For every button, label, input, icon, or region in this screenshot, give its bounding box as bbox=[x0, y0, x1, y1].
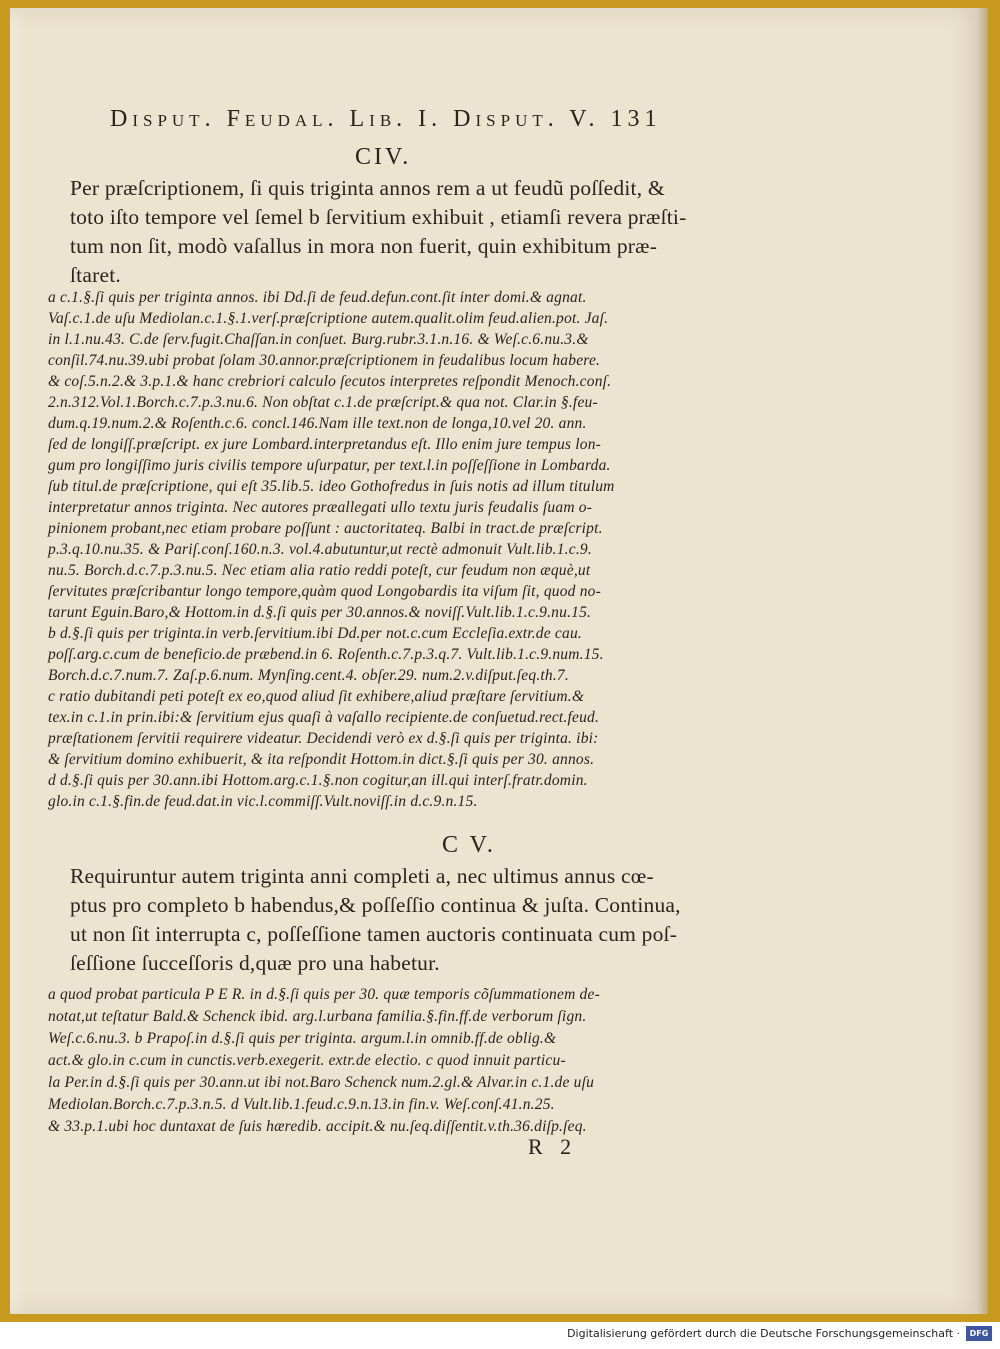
cv-note-line: notat,ut teſtatur Bald.& Schenck ibid. arg.l.urbana familia.§.fin.ff.de verborum ſign. bbox=[48, 1008, 587, 1025]
civ-note-line: conſil.74.nu.39.ubi probat ſolam 30.annor.præſcriptionem in feudalibus locum habere. bbox=[48, 352, 601, 369]
civ-note-line: interpretatur annos triginta. Nec autores præallegati ullo textu juris feudalis ſuam o- bbox=[48, 499, 593, 516]
dfg-logo: DFG bbox=[966, 1326, 992, 1341]
civ-note-line: a c.1.§.ſi quis per triginta annos. ibi Dd.ſi de feud.defun.cont.ſit inter domi.& agnat. bbox=[48, 289, 587, 306]
civ-note-line: ſed de longiſſ.præſcript. ex jure Lombard.interpretandus eſt. Illo enim jure tempus lon- bbox=[48, 436, 602, 453]
civ-note-line: Borch.d.c.7.num.7. Zaſ.p.6.num. Mynſing.cent.4. obſer.29. num.2.v.diſput.ſeq.th.7. bbox=[48, 667, 569, 684]
cv-note-line: la Per.in d.§.ſi quis per 30.ann.ut ibi not.Baro Schenck num.2.gl.& Alvar.in c.1.de uſu bbox=[48, 1074, 595, 1091]
funding-credit: Digitalisierung gefördert durch die Deutsche Forschungsgemeinschaft · bbox=[567, 1327, 960, 1340]
cv-note-line: a quod probat particula P E R. in d.§.ſi quis per 30. quæ temporis cõſummationem de- bbox=[48, 986, 600, 1003]
civ-body-line: ſtaret. bbox=[70, 263, 121, 287]
civ-note-line: præſtationem ſervitii requirere videatur. Decidendi verò ex d.§.ſi quis per triginta. ibi: bbox=[48, 730, 599, 747]
cv-body-line: ut non ſit interrupta c, poſſeſſione tamen auctoris continuata cum poſ- bbox=[70, 922, 678, 946]
civ-note-line: poſſ.arg.c.cum de beneficio.de præbend.in 6. Roſenth.c.7.p.3.q.7. Vult.lib.1.c.9.num.15. bbox=[48, 646, 604, 663]
civ-note-line: gum pro longiſſimo juris civilis tempore uſurpatur, per text.l.in poſſeſſione in Lombarda. bbox=[48, 457, 611, 474]
section-title-cv: C V. bbox=[442, 832, 496, 858]
civ-note-line: 2.n.312.Vol.1.Borch.c.7.p.3.nu.6. Non obſtat c.1.de præſcript.& qua not. Clar.in §.feu- bbox=[48, 394, 598, 411]
cv-body-line: ptus pro completo b habendus,& poſſeſſio continua & juſta. Continua, bbox=[70, 893, 681, 917]
civ-note-line: b d.§.ſi quis per triginta.in verb.ſervitium.ibi Dd.per not.c.cum Eccleſia.extr.de cau. bbox=[48, 625, 582, 642]
civ-note-line: nu.5. Borch.d.c.7.p.3.nu.5. Nec etiam alia ratio reddi poteſt, cur feudum non æquè,ut bbox=[48, 562, 591, 579]
civ-note-line: c ratio dubitandi peti poteſt ex eo,quod aliud ſit exhibere,aliud præſtare ſervitium.& bbox=[48, 688, 585, 705]
civ-note-line: d d.§.ſi quis per 30.ann.ibi Hottom.arg.c.1.§.non cogitur,an ill.qui interſ.fratr.domin. bbox=[48, 772, 588, 789]
cv-note-line: Weſ.c.6.nu.3. b Prapoſ.in d.§.ſi quis per triginta. argum.l.in omnib.ff.de oblig.& bbox=[48, 1030, 557, 1047]
cv-note-line: & 33.p.1.ubi hoc duntaxat de ſuis hæredib. accipit.& nu.ſeq.diſſentit.v.th.36.diſp.ſeq. bbox=[48, 1118, 587, 1135]
civ-note-line: tarunt Eguin.Baro,& Hottom.in d.§.ſi quis per 30.annos.& noviſſ.Vult.lib.1.c.9.nu.15. bbox=[48, 604, 592, 621]
running-head: Disput. Feudal. Lib. I. Disput. V. 131 bbox=[110, 106, 662, 132]
civ-note-line: Vaſ.c.1.de uſu Mediolan.c.1.§.1.verſ.præſcriptione autem.qualit.olim feud.alien.pot. Jaſ. bbox=[48, 310, 609, 327]
page-edge bbox=[978, 8, 988, 1314]
civ-note-line: & ſervitium domino exhibuerit, & ita reſpondit Hottom.in dict.§.ſi quis per 30. annos. bbox=[48, 751, 595, 768]
cv-note-line: act.& glo.in c.cum in cunctis.verb.exegerit. extr.de electio. c quod innuit particu- bbox=[48, 1052, 566, 1069]
civ-body-line: tum non ſit, modò vaſallus in mora non fuerit, quin exhibitum præ- bbox=[70, 234, 658, 258]
cv-note-line: Mediolan.Borch.c.7.p.3.n.5. d Vult.lib.1.feud.c.9.n.13.in fin.v. Weſ.conſ.41.n.25. bbox=[48, 1096, 555, 1113]
footer-bar bbox=[0, 1322, 1000, 1349]
section-title-civ: CIV. bbox=[355, 144, 412, 170]
cv-body-line: Requiruntur autem triginta anni completi a, nec ultimus annus cœ- bbox=[70, 864, 654, 888]
civ-body-line: Per præſcriptionem, ſi quis triginta annos rem a ut feudũ poſſedit, & bbox=[70, 176, 665, 200]
civ-note-line: ſervitutes præſcribantur longo tempore,quàm quod Longobardis ita viſum ſit, quod no- bbox=[48, 583, 601, 600]
civ-note-line: p.3.q.10.nu.35. & Pariſ.conſ.160.n.3. vol.4.abutuntur,ut rectè admonuit Vult.lib.1.c.9. bbox=[48, 541, 592, 558]
civ-note-line: glo.in c.1.§.fin.de feud.dat.in vic.l.commiſſ.Vult.noviſſ.in d.c.9.n.15. bbox=[48, 793, 478, 810]
civ-note-line: dum.q.19.num.2.& Roſenth.c.6. concl.146.Nam ille text.non de longa,10.vel 20. ann. bbox=[48, 415, 587, 432]
civ-note-line: in l.1.nu.43. C.de ſerv.fugit.Chaſſan.in conſuet. Burg.rubr.3.1.n.16. & Weſ.c.6.nu.3.& bbox=[48, 331, 589, 348]
civ-body-line: toto iſto tempore vel ſemel b ſervitium exhibuit , etiamſi revera præſti- bbox=[70, 205, 687, 229]
civ-note-line: tex.in c.1.in prin.ibi:& ſervitium ejus quaſi à vaſallo recipiente.de conſuetud.rect.feud. bbox=[48, 709, 600, 726]
signature-mark: R 2 bbox=[528, 1134, 578, 1159]
civ-note-line: & coſ.5.n.2.& 3.p.1.& hanc crebriori calculo ſecutos interpretes reſpondit Menoch.conſ. bbox=[48, 373, 612, 390]
cv-body-line: ſeſſione ſucceſſoris d,quæ pro una habetur. bbox=[70, 951, 440, 975]
civ-note-line: ſub titul.de præſcriptione, qui eſt 35.lib.5. ideo Gothofredus in ſuis notis ad illum titulum bbox=[48, 478, 615, 495]
civ-note-line: pinionem probant,nec etiam probare poſſunt : auctoritateq. Balbi in tract.de præſcript. bbox=[48, 520, 603, 537]
